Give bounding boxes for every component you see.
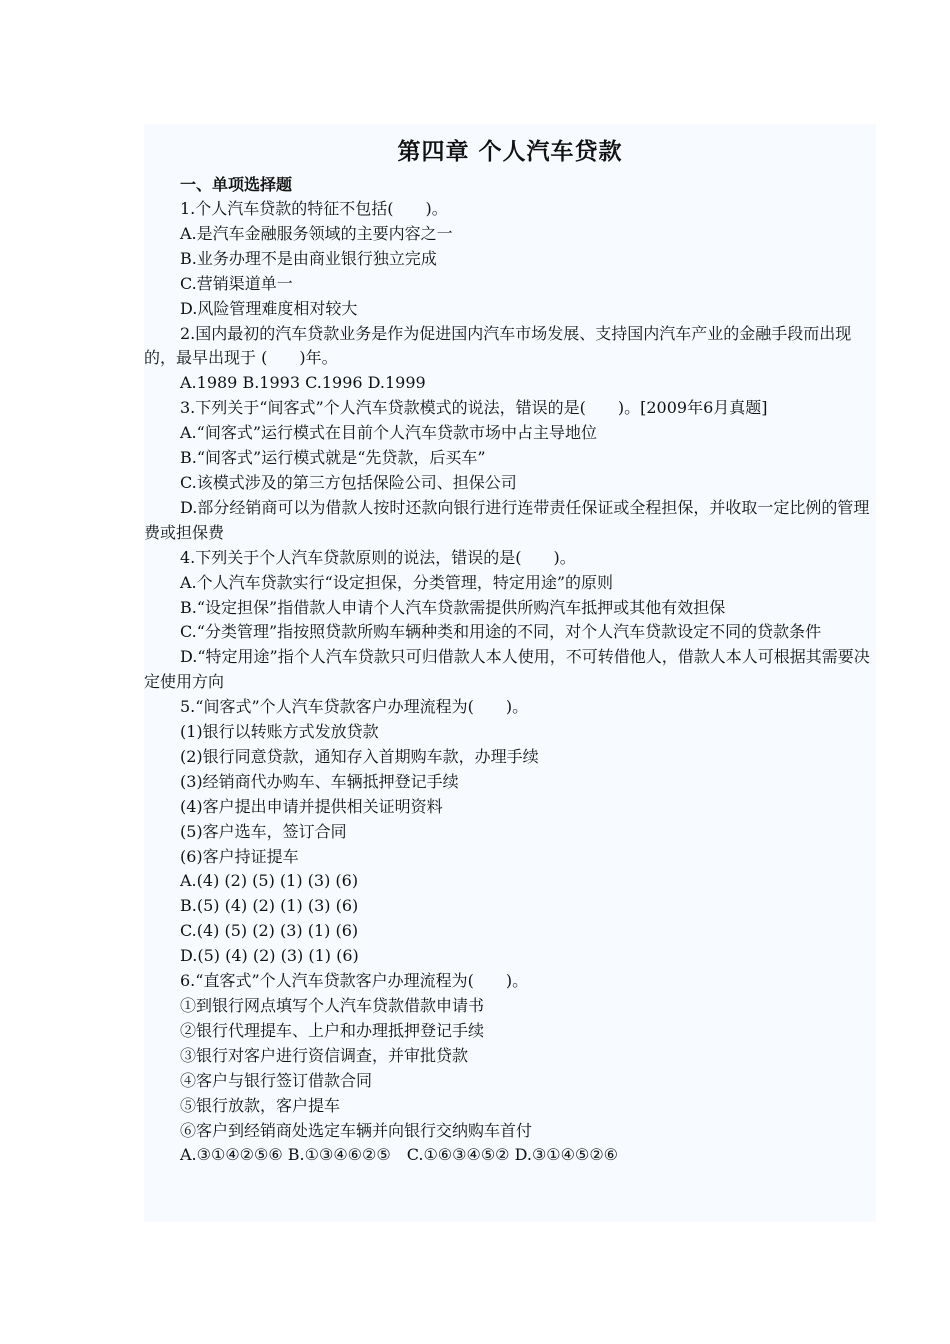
text-line: C.营销渠道单一 <box>180 273 293 293</box>
text-line: (5)客户选车，签订合同 <box>180 821 347 841</box>
question-list <box>144 197 876 1168</box>
chapter-title: 第四章 个人汽车贷款 <box>397 139 623 165</box>
text-line: (1)银行以转账方式发放贷款 <box>180 722 379 742</box>
text-line: A.“间客式”运行模式在目前个人汽车贷款市场中占主导地位 <box>180 423 598 443</box>
text-line: A.(4) (2) (5) (1) (3) (6) <box>180 871 359 891</box>
text-line: A.个人汽车贷款实行“设定担保，分类管理，特定用途”的原则 <box>180 572 614 592</box>
text-line: D.“特定用途”指个人汽车贷款只可归借款人本人使用，不可转借他人，借款人本人可根据其需要决定使用方向 <box>144 647 870 692</box>
text-line: (3)经销商代办购车、车辆抵押登记手续 <box>180 771 459 791</box>
text-line: 4.下列关于个人汽车贷款原则的说法，错误的是( )。 <box>180 547 576 567</box>
text-line: 5.“间客式”个人汽车贷款客户办理流程为( )。 <box>180 697 529 717</box>
text-line: B.“间客式”运行模式就是“先贷款，后买车” <box>180 448 486 468</box>
text-line: ②银行代理提车、上户和办理抵押登记手续 <box>180 1020 485 1040</box>
text-line: A.是汽车金融服务领域的主要内容之一 <box>180 223 453 243</box>
text-line: D.部分经销商可以为借款人按时还款向银行进行连带责任保证或全程担保，并收取一定比例的管理费或担保费 <box>144 497 870 542</box>
text-line: C.(4) (5) (2) (3) (1) (6) <box>180 921 359 941</box>
document-page <box>144 124 876 1222</box>
text-line: ①到银行网点填写个人汽车贷款借款申请书 <box>180 996 485 1015</box>
text-line: 1.个人汽车贷款的特征不包括( )。 <box>180 199 448 218</box>
text-line: B.业务办理不是由商业银行独立完成 <box>180 248 437 268</box>
text-line: 6.“直客式”个人汽车贷款客户办理流程为( )。 <box>180 971 529 991</box>
text-line: (2)银行同意贷款，通知存入首期购车款，办理手续 <box>180 746 539 766</box>
text-line: D.(5) (4) (2) (3) (1) (6) <box>180 946 359 966</box>
text-line: (6)客户持证提车 <box>180 846 299 866</box>
text-line: A.1989 B.1993 C.1996 D.1999 <box>180 373 426 393</box>
section-heading: 一、单项选择题 <box>180 175 293 194</box>
text-line: C.“分类管理”指按照贷款所购车辆种类和用途的不同，对个人汽车贷款设定不同的贷款条件 <box>180 622 822 642</box>
text-line: B.(5) (4) (2) (1) (3) (6) <box>180 896 359 916</box>
text-line: A.③①④②⑤⑥ B.①③④⑥②⑤ C.①⑥③④⑤② D.③①④⑤②⑥ <box>180 1145 619 1165</box>
text-line: 3.下列关于“间客式”个人汽车贷款模式的说法，错误的是( )。[2009年6月真题] <box>180 398 768 418</box>
text-line: B.“设定担保”指借款人申请个人汽车贷款需提供所购汽车抵押或其他有效担保 <box>180 597 726 617</box>
text-line: (4)客户提出申请并提供相关证明资料 <box>180 796 443 816</box>
text-line: D.风险管理难度相对较大 <box>180 298 358 318</box>
text-line: C.该模式涉及的第三方包括保险公司、担保公司 <box>180 472 517 492</box>
text-line: ④客户与银行签订借款合同 <box>180 1070 373 1090</box>
text-line: 2.国内最初的汽车贷款业务是作为促进国内汽车市场发展、支持国内汽车产业的金融手段而出现的，最早出现于 ( )年。 <box>144 323 852 368</box>
text-line: ⑤银行放款，客户提车 <box>180 1095 341 1115</box>
text-line: ③银行对客户进行资信调查，并审批贷款 <box>180 1045 469 1065</box>
text-line: ⑥客户到经销商处选定车辆并向银行交纳购车首付 <box>180 1120 533 1140</box>
